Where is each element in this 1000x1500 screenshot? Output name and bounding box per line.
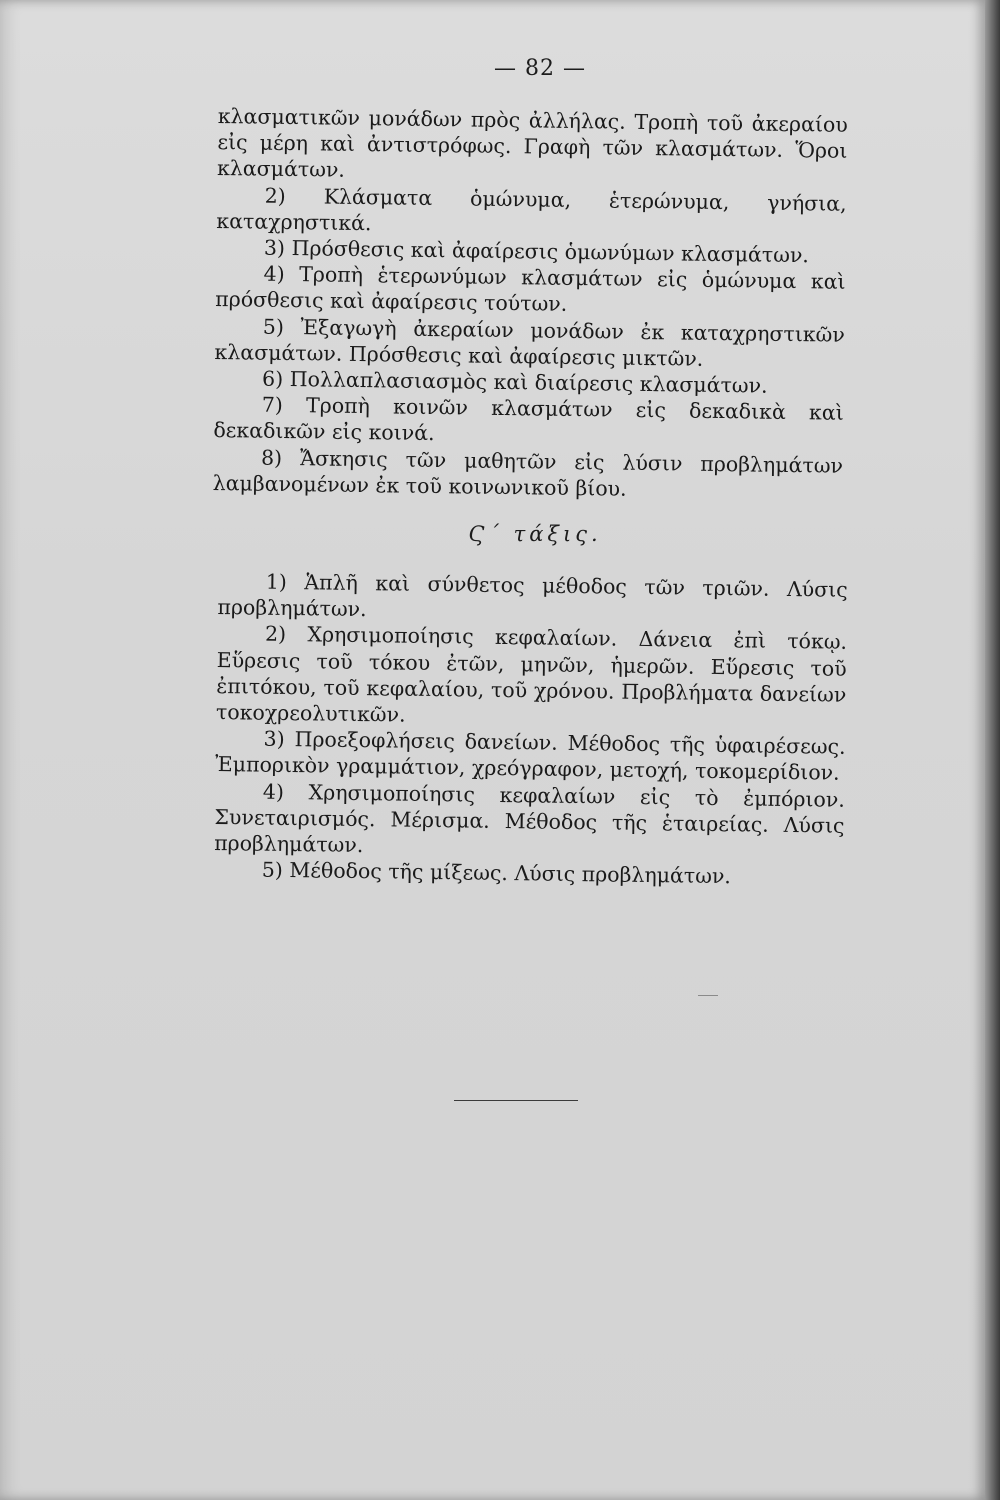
paragraph-item-7: 7) Τροπὴ κοινῶν κλασμάτων εἰς δεκαδικὰ καὶ δεκαδικῶν εἰς κοινά.	[213, 392, 844, 446]
paragraph-item-5: 5) Μέθοδος τῆς μίξεως. Λύσις προβλημάτων.	[261, 857, 732, 889]
paragraph-item-8: 8) Ἄσκησις τῶν μαθητῶν εἰς λύσιν προβλημάτων λαμβανομένων ἐκ τοῦ κοινωνικοῦ βίου.	[212, 445, 844, 501]
page-number: — 82 —	[494, 56, 586, 81]
paragraph-item-5: 5) Ἐξαγωγὴ ἀκεραίων μονάδων ἐκ καταχρηστικῶν κλασμάτων. Πρόσθεσις καὶ ἀφαίρεσις μικτῶν.	[214, 314, 845, 371]
section-6-text	[214, 568, 848, 891]
page-edge	[985, 0, 1000, 1500]
paragraph-continuation: κλασματικῶν μονάδων πρὸς ἀλλήλας. Τροπὴ τοῦ ἀκεραίου εἰς μέρη καὶ ἀντιστρόφως. Γραφὴ τῶν κλασμάτων. Ὅροι κλασμάτων.	[216, 103, 848, 183]
stray-mark	[698, 995, 718, 996]
paragraph-item-3: 3) Πρόσθεσις καὶ ἀφαίρεσις ὁμωνύμων κλασμάτων.	[263, 235, 810, 268]
paragraph-item-2: 2) Χρησιμοποίησις κεφαλαίων. Δάνεια ἐπὶ τόκῳ. Εὕρεσις τοῦ τόκου ἐτῶν, μηνῶν, ἡμερῶν. Εὕρεσις τοῦ ἐπιτόκου, τοῦ κεφαλαίου, τοῦ χρόνου. Προβλήματα δανείων τοκοχρεολυτικῶν.	[215, 622, 848, 727]
paragraph-item-6: 6) Πολλαπλασιασμὸς καὶ διαίρεσις κλασμάτων.	[261, 366, 768, 398]
paragraph-item-3: 3) Προεξοφλήσεις δανείων. Μέθοδος τῆς ὑφαιρέσεως. Ἐμπορικὸν γραμμάτιον, χρεόγραφον, μετοχή, τοκομερίδιον.	[215, 726, 846, 786]
end-rule	[454, 1100, 578, 1101]
section-heading: Ϛ΄ τάξις.	[468, 522, 602, 546]
paragraph-item-4: 4) Χρησιμοποίησις κεφαλαίων εἰς τὸ ἐμπόριον. Συνεταιρισμός. Μέρισμα. Μέθοδος τῆς ἑταιρείας. Λύσις προβλημάτων.	[213, 779, 845, 858]
paragraph-item-4: 4) Τροπὴ ἑτερωνύμων κλασμάτων εἰς ὁμώνυμα καὶ πρόσθεσις καὶ ἀφαίρεσις τούτων.	[215, 261, 846, 317]
paragraph-item-2: 2) Κλάσματα ὁμώνυμα, ἑτερώνυμα, γνήσια, καταχρηστικά.	[216, 183, 847, 235]
section-5-text	[213, 103, 848, 505]
paragraph-item-1: 1) Ἁπλῆ καὶ σύνθετος μέθοδος τῶν τριῶν. Λύσις προβλημάτων.	[217, 569, 848, 622]
